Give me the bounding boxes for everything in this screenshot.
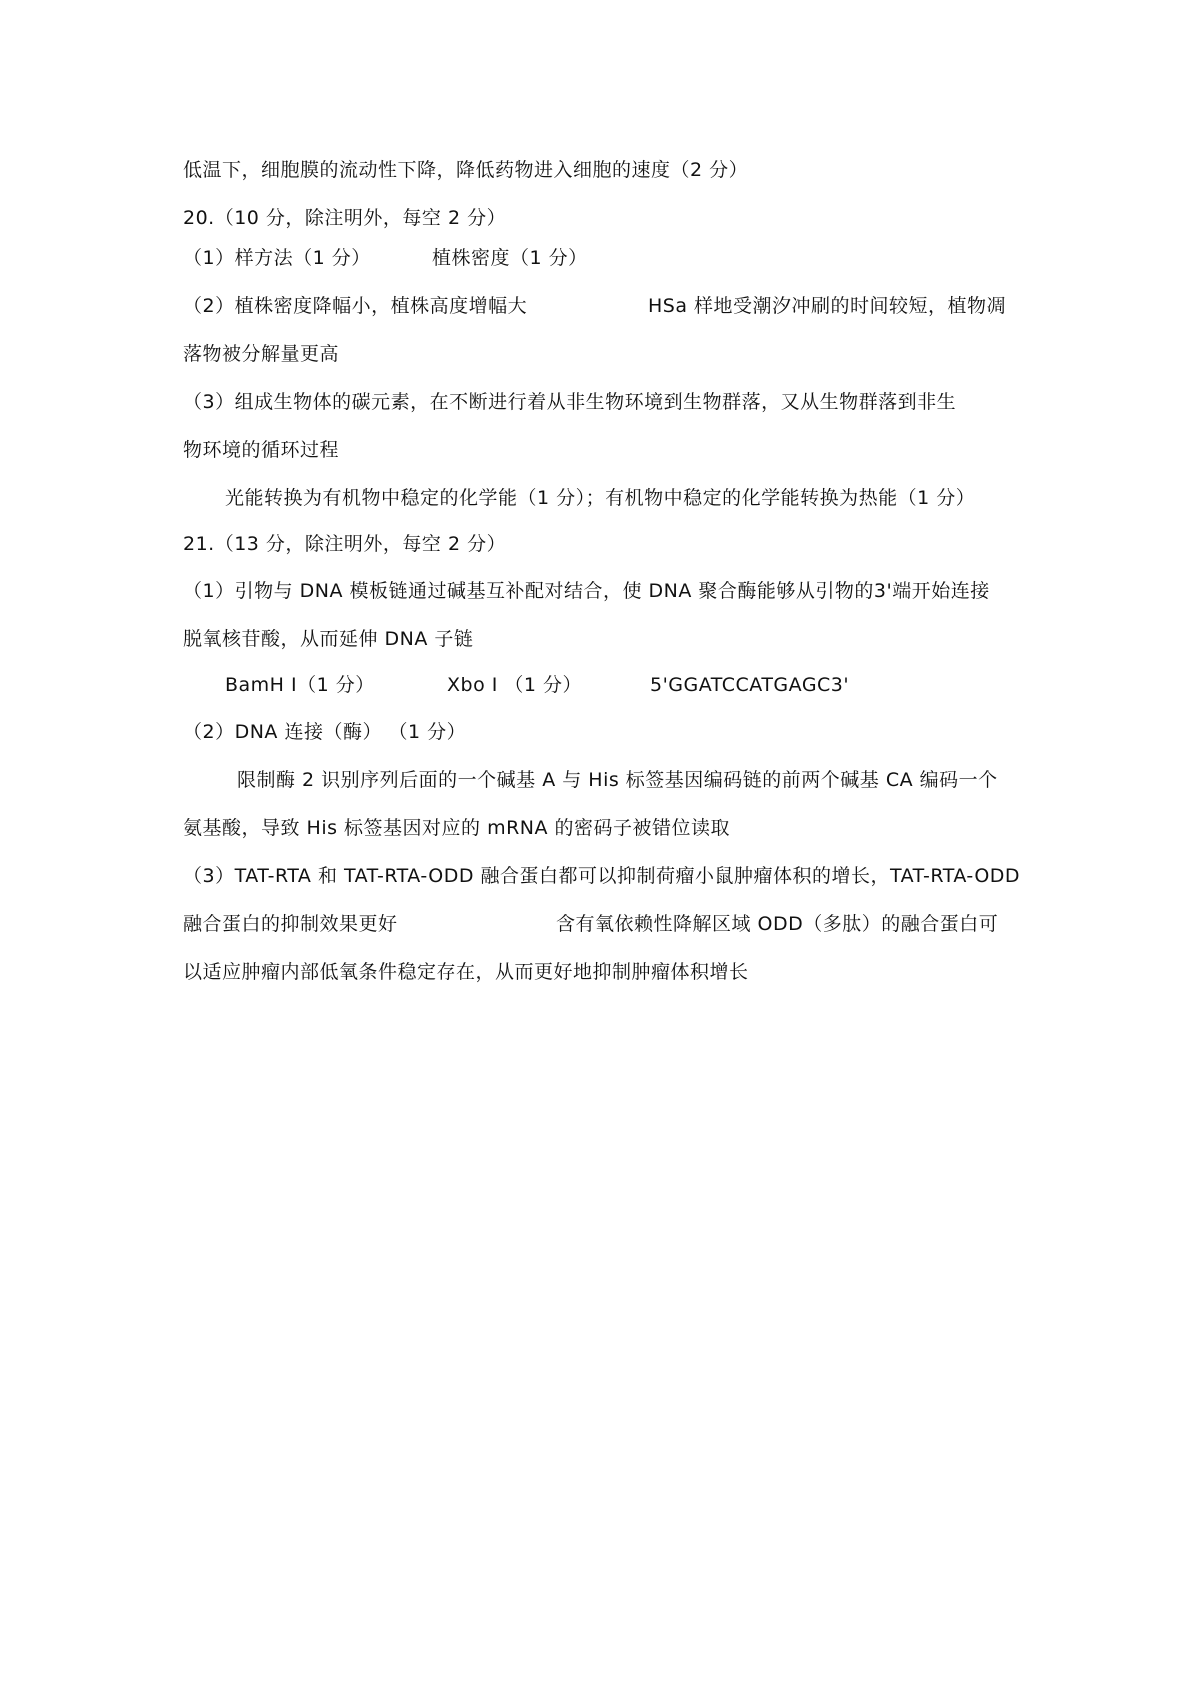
q21-part1-primer-sequence: 5'GGATCCATGAGC3' [650, 674, 850, 696]
q21-part3-answer-b: 含有氧依赖性降解区域 ODD（多肽）的融合蛋白可 [556, 913, 999, 935]
q20-part2-answer-a: （2）植株密度降幅小，植株高度增幅大 [183, 295, 528, 317]
q20-part3-answer-b: 光能转换为有机物中稳定的化学能（1 分）；有机物中稳定的化学能转换为热能（1 分） [225, 487, 976, 509]
q20-header: 20.（10 分，除注明外，每空 2 分） [183, 207, 507, 229]
q21-part3-answer-a: （3）TAT-RTA 和 TAT-RTA-ODD 融合蛋白都可以抑制荷瘤小鼠肿瘤体积的增长，TAT-RTA-ODD [183, 865, 1021, 887]
q20-part1-indicator: 植株密度（1 分） [432, 247, 588, 269]
q21-header: 21.（13 分，除注明外，每空 2 分） [183, 533, 507, 555]
q20-part2-answer-b-cont: 落物被分解量更高 [183, 343, 340, 365]
q21-part2-answer-b: 限制酶 2 识别序列后面的一个碱基 A 与 His 标签基因编码链的前两个碱基 CA 编码一个 [237, 769, 998, 791]
q21-part3-answer-b-cont: 以适应肿瘤内部低氧条件稳定存在，从而更好地抑制肿瘤体积增长 [183, 961, 749, 983]
q21-part1-enzyme-1: BamH Ⅰ（1 分） [225, 674, 375, 696]
q20-part2-answer-b: HSa 样地受潮汐冲刷的时间较短，植物凋 [648, 295, 1007, 317]
q21-part1-answer-a: （1）引物与 DNA 模板链通过碱基互补配对结合，使 DNA 聚合酶能够从引物的3'端开始连接 [183, 580, 990, 602]
q20-part3-answer-a-cont: 物环境的循环过程 [183, 439, 340, 461]
q21-part1-enzyme-2: Xbo Ⅰ （1 分） [447, 674, 583, 696]
q20-part1-method: （1）样方法（1 分） [183, 247, 371, 269]
q21-part1-answer-a-cont: 脱氧核苷酸，从而延伸 DNA 子链 [183, 628, 474, 650]
q21-part3-answer-a-cont: 融合蛋白的抑制效果更好 [183, 913, 398, 935]
q20-part3-answer-a: （3）组成生物体的碳元素，在不断进行着从非生物环境到生物群落，又从生物群落到非生 [183, 391, 957, 413]
q21-part2-answer-b-cont: 氨基酸，导致 His 标签基因对应的 mRNA 的密码子被错位读取 [183, 817, 731, 839]
q19-answer-tail: 低温下，细胞膜的流动性下降，降低药物进入细胞的速度（2 分） [183, 159, 749, 181]
q21-part2-answer-a: （2）DNA 连接（酶） （1 分） [183, 721, 467, 743]
